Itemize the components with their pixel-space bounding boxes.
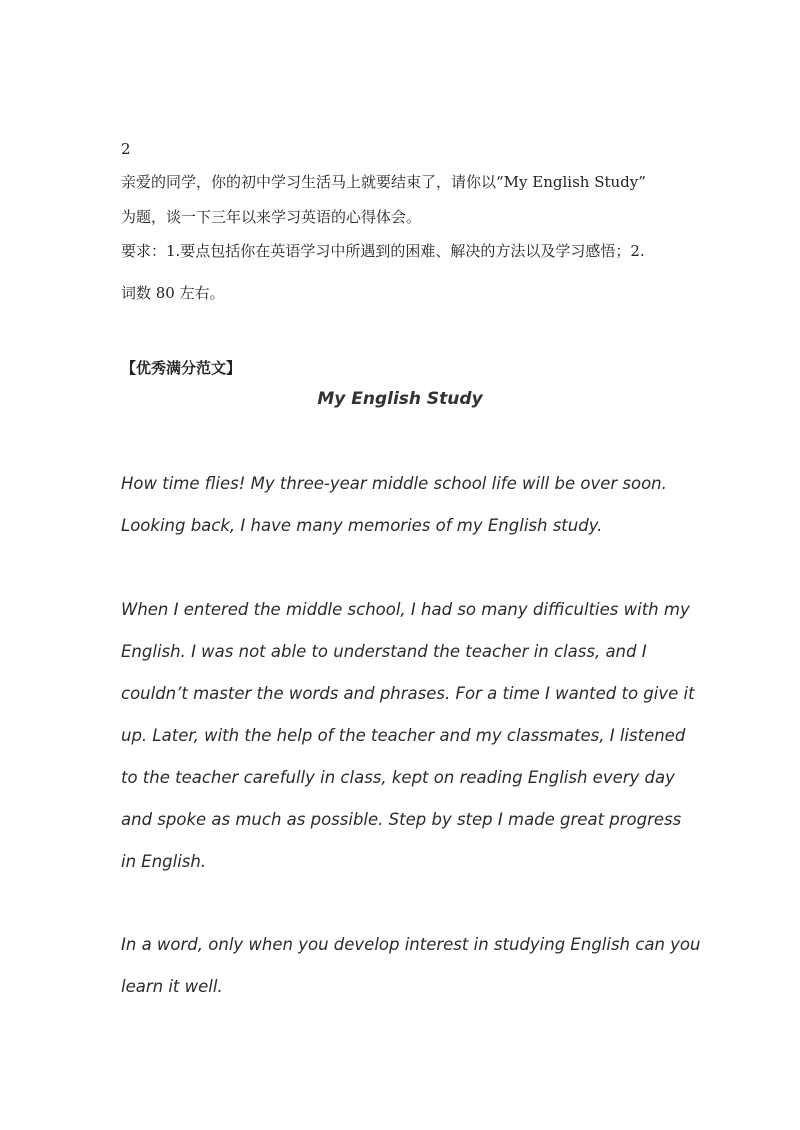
prompt-line-2: 为题，谈一下三年以来学习英语的心得体会。 [121, 208, 422, 226]
essay-paragraph-3 [121, 924, 701, 1008]
question-number: 2 [121, 140, 131, 158]
paragraph-text: When I entered the middle school, I had so many difficulties with my English. I was not able to understand the teacher in class, and I couldn’t master the words and phrases. For a time I wanted to give it up. Later, with the help of the teacher and my classmates, I listened to the teacher carefully in class, kept on reading English every day and spoke as much as possible. Step by step I made great progress in English. [121, 600, 695, 871]
section-heading: 【优秀满分范文】 [121, 359, 242, 377]
paragraph-text: How time flies! My three-year middle school life will be over soon. Looking back, I have many memories of my English study. [121, 474, 667, 535]
prompt-line-3: 要求：1.要点包括你在英语学习中所遇到的困难、解决的方法以及学习感悟；2. [121, 242, 645, 260]
essay-paragraph-2 [121, 589, 701, 883]
essay-title: My English Study [317, 389, 483, 409]
paragraph-text: In a word, only when you develop interest in studying English can you learn it well. [121, 935, 701, 996]
prompt-line-1: 亲爱的同学，你的初中学习生活马上就要结束了，请你以“My English Study” [121, 173, 646, 191]
essay-paragraph-1 [121, 463, 701, 547]
prompt-line-4: 词数 80 左右。 [121, 284, 225, 302]
